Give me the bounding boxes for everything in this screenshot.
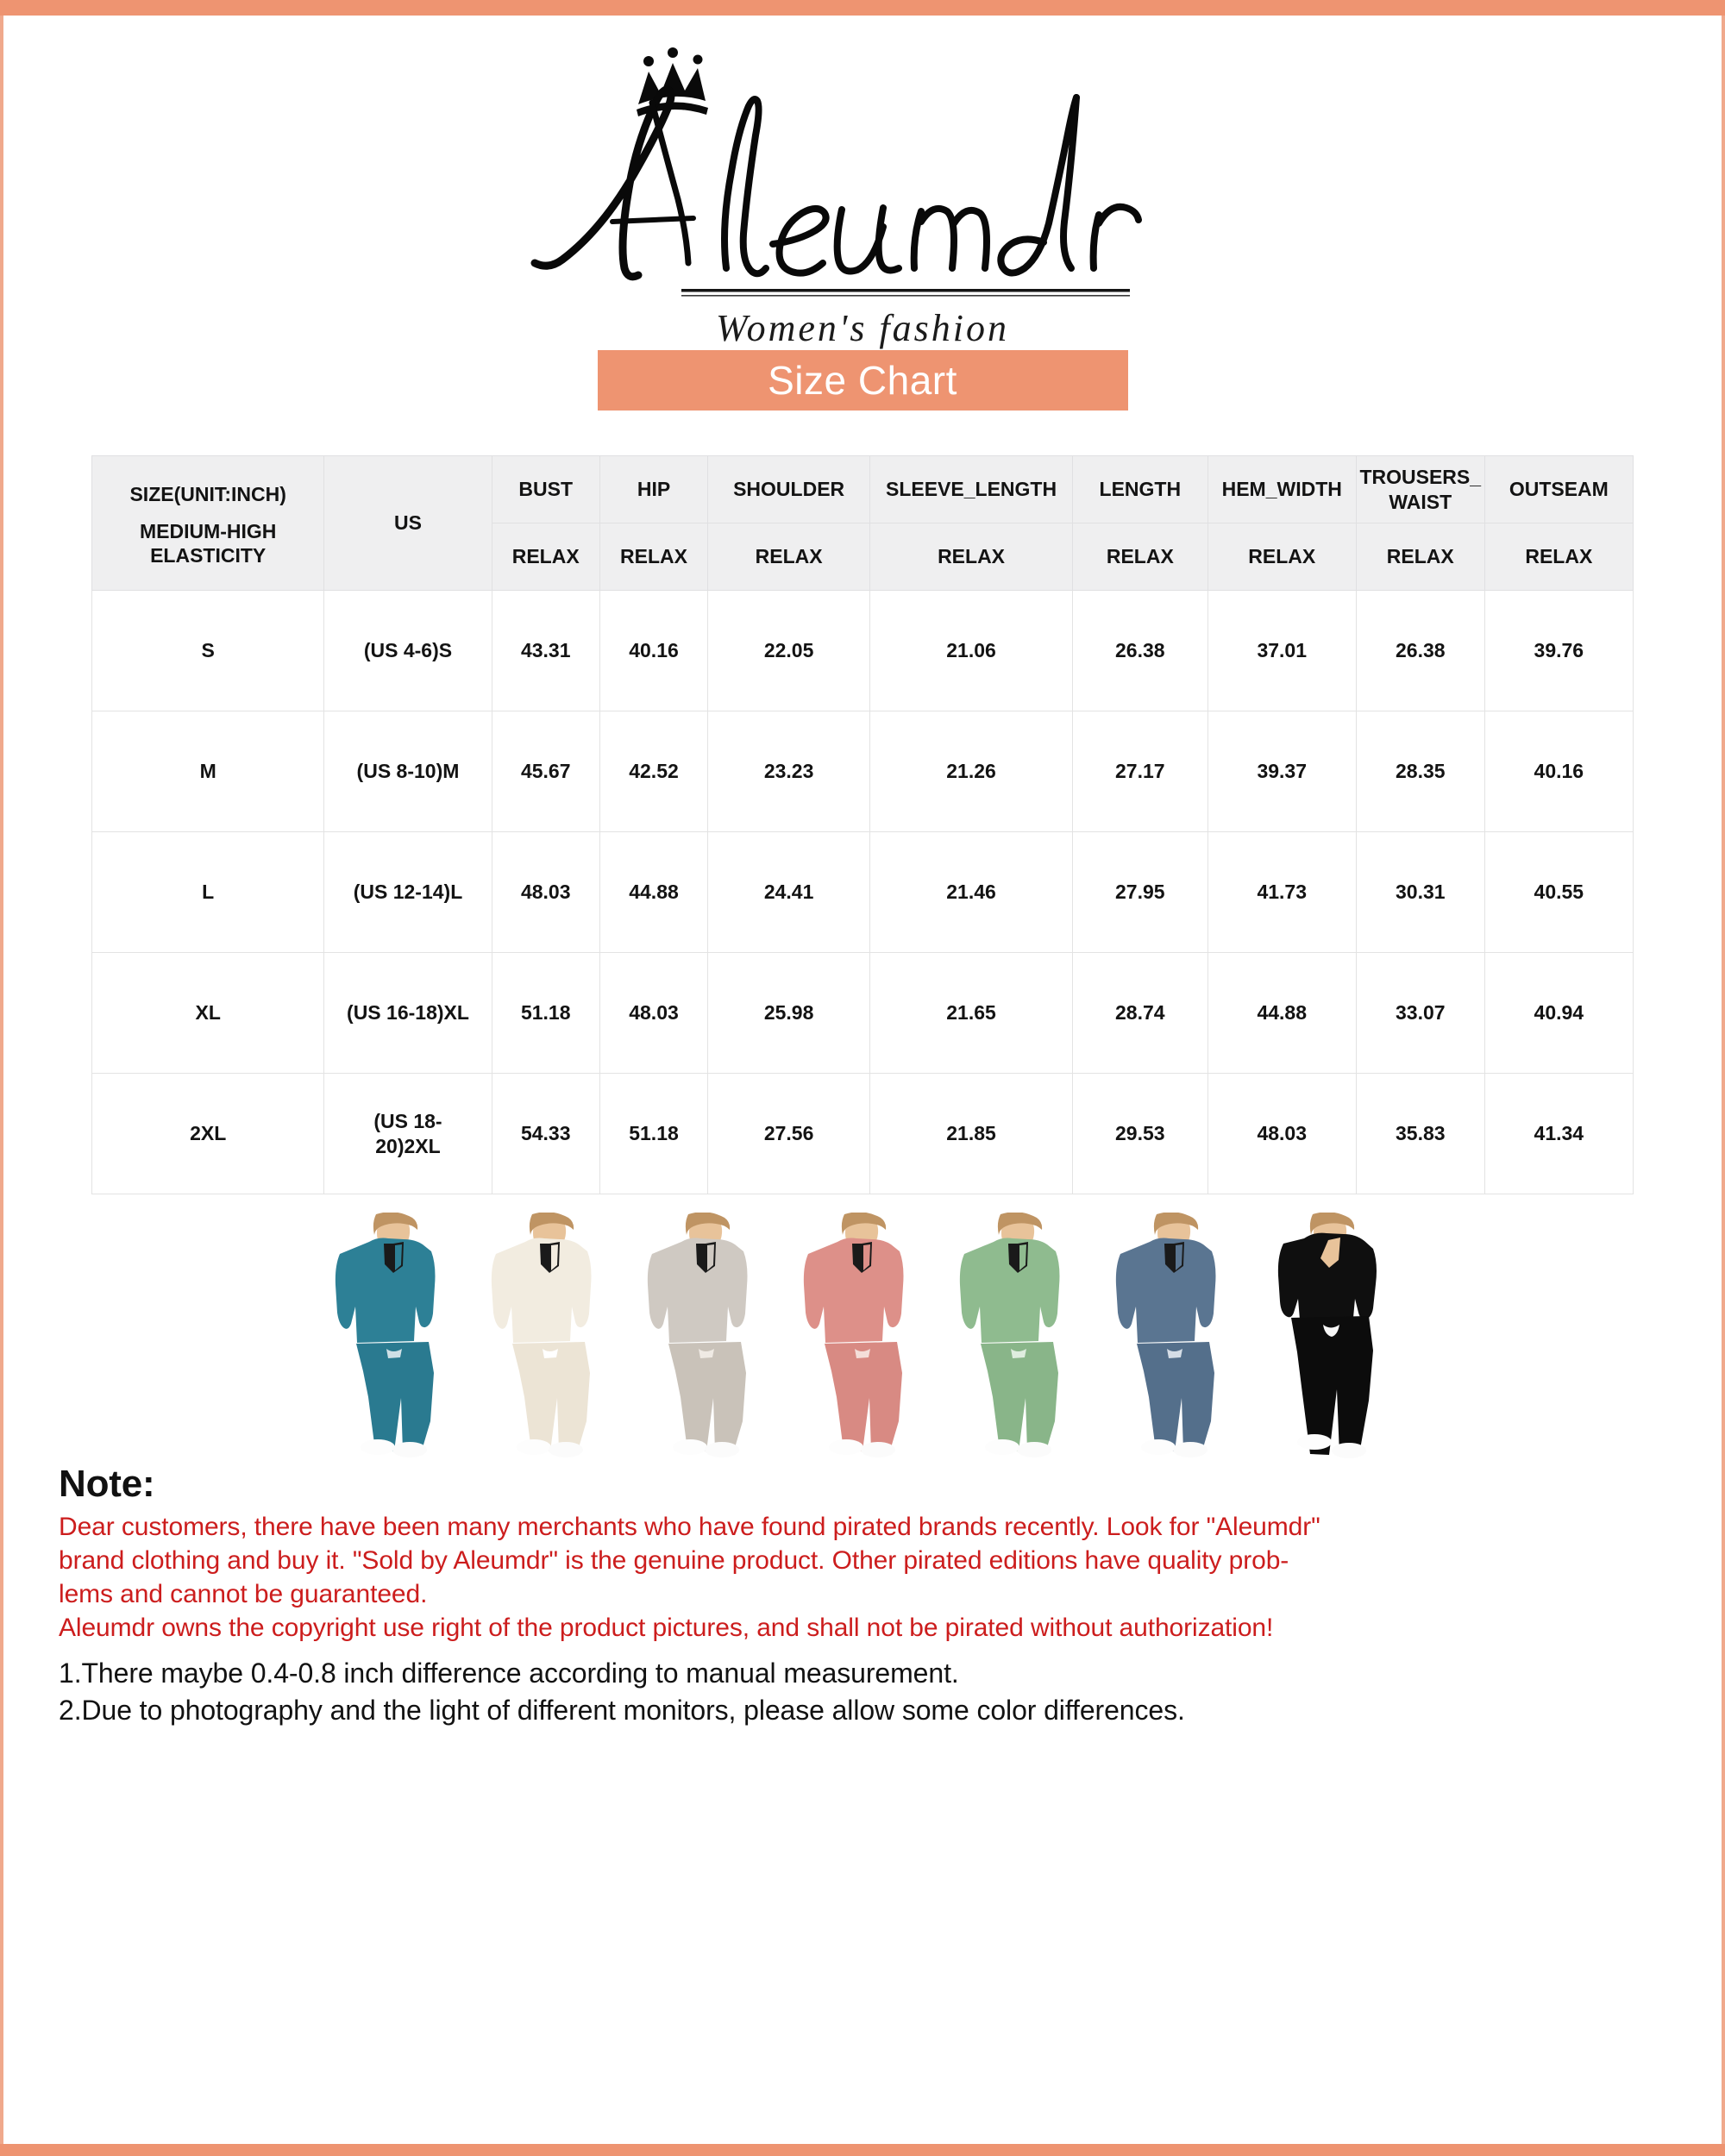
- cell-length: 27.95: [1073, 832, 1208, 953]
- cell-hip: 51.18: [599, 1074, 707, 1194]
- cell-size: XL: [92, 953, 324, 1074]
- cell-size: M: [92, 711, 324, 832]
- cell-us: [324, 1074, 492, 1194]
- cell-length: 28.74: [1073, 953, 1208, 1074]
- product-color-gallery: [7, 1208, 1718, 1458]
- model-figure: [1277, 1213, 1376, 1458]
- header-shoulder: SHOULDER: [708, 456, 870, 523]
- note-black-text: [59, 1655, 1666, 1729]
- model-figure: [1115, 1213, 1215, 1457]
- cell-sleeve-length: 21.06: [870, 591, 1073, 711]
- header-trousers-waist: [1356, 456, 1484, 523]
- cell-bust: 45.67: [492, 711, 599, 832]
- header-trousers-waist-line1: TROUSERS_: [1359, 466, 1482, 489]
- cell-hip: 48.03: [599, 953, 707, 1074]
- cell-outseam: 39.76: [1484, 591, 1633, 711]
- cell-shoulder: 22.05: [708, 591, 870, 711]
- size-chart-title: Size Chart: [768, 358, 957, 403]
- bottom-accent-band: [0, 2144, 1725, 2156]
- product-photo-teal: [319, 1213, 470, 1458]
- cell-hem-width: 41.73: [1208, 832, 1356, 953]
- header-elasticity-label: MEDIUM-HIGH ELASTICITY: [139, 520, 277, 567]
- logo-underline: [681, 289, 1130, 297]
- size-chart-page: [0, 16, 1725, 1729]
- cell-hip: 42.52: [599, 711, 707, 832]
- brand-logo: [7, 16, 1718, 369]
- model-figure: [491, 1213, 591, 1457]
- cell-length: 29.53: [1073, 1074, 1208, 1194]
- table-row: [92, 711, 1634, 832]
- table-body: [92, 591, 1634, 1194]
- note-red-text: [59, 1510, 1666, 1645]
- cell-outseam: 40.94: [1484, 953, 1633, 1074]
- cell-us: (US 4-6)S: [324, 591, 492, 711]
- header-sleeve-length: SLEEVE_LENGTH: [870, 456, 1073, 523]
- note-title: Note:: [59, 1463, 155, 1505]
- cell-outseam: 41.34: [1484, 1074, 1633, 1194]
- cell-shoulder: 25.98: [708, 953, 870, 1074]
- cell-shoulder: 24.41: [708, 832, 870, 953]
- note-section: [7, 1458, 1718, 1729]
- header-hip: HIP: [599, 456, 707, 523]
- cell-us-line2: 20)2XL: [375, 1134, 441, 1157]
- cell-bust: 43.31: [492, 591, 599, 711]
- header-us: US: [324, 456, 492, 591]
- cell-hem-width: 48.03: [1208, 1074, 1356, 1194]
- product-photo-black: [1256, 1213, 1407, 1458]
- header-size-unit: [92, 456, 324, 591]
- cell-length: 26.38: [1073, 591, 1208, 711]
- cell-trousers-waist: 35.83: [1356, 1074, 1484, 1194]
- cell-size: 2XL: [92, 1074, 324, 1194]
- note-red-line-4: Aleumdr owns the copyright use right of the product pictures, and shall not be pirated without authorization!: [59, 1614, 1274, 1643]
- header-relax-trousers-waist: RELAX: [1356, 523, 1484, 591]
- cell-sleeve-length: 21.85: [870, 1074, 1073, 1194]
- table-row: [92, 1074, 1634, 1194]
- cell-bust: 51.18: [492, 953, 599, 1074]
- header-relax-length: RELAX: [1073, 523, 1208, 591]
- brand-tagline: Women's fashion: [715, 307, 1010, 349]
- cell-us: (US 12-14)L: [324, 832, 492, 953]
- product-photo-slate-blue: [1100, 1213, 1251, 1458]
- header-relax-sleeve: RELAX: [870, 523, 1073, 591]
- model-figure: [647, 1213, 747, 1457]
- cell-shoulder: 27.56: [708, 1074, 870, 1194]
- cell-trousers-waist: 30.31: [1356, 832, 1484, 953]
- note-red-line-3: lems and cannot be guaranteed.: [59, 1580, 428, 1609]
- note-red-line-2: brand clothing and buy it. "Sold by Aleumdr" is the genuine product. Other pirated editions have quality prob-: [59, 1546, 1289, 1576]
- product-photo-sage-green: [944, 1213, 1095, 1458]
- size-chart-table: [91, 455, 1634, 1194]
- top-accent-band: [0, 0, 1725, 16]
- header-relax-hip: RELAX: [599, 523, 707, 591]
- product-photo-khaki: [631, 1213, 782, 1458]
- model-figure: [959, 1213, 1059, 1457]
- header-size-unit-label: SIZE(UNIT:INCH): [129, 482, 286, 505]
- cell-shoulder: 23.23: [708, 711, 870, 832]
- table-header: [92, 456, 1634, 591]
- cell-hem-width: 39.37: [1208, 711, 1356, 832]
- cell-bust: 54.33: [492, 1074, 599, 1194]
- cell-us-line1: (US 18-: [373, 1110, 442, 1133]
- cell-trousers-waist: 33.07: [1356, 953, 1484, 1074]
- table-row: [92, 832, 1634, 953]
- header-relax-hem: RELAX: [1208, 523, 1356, 591]
- model-figure: [803, 1213, 903, 1457]
- cell-trousers-waist: 28.35: [1356, 711, 1484, 832]
- table-row: [92, 591, 1634, 711]
- cell-us: (US 16-18)XL: [324, 953, 492, 1074]
- cell-us: (US 8-10)M: [324, 711, 492, 832]
- cell-hip: 40.16: [599, 591, 707, 711]
- cell-length: 27.17: [1073, 711, 1208, 832]
- cell-size: S: [92, 591, 324, 711]
- cell-sleeve-length: 21.46: [870, 832, 1073, 953]
- header-relax-bust: RELAX: [492, 523, 599, 591]
- product-photo-pink: [787, 1213, 938, 1458]
- note-red-line-1: Dear customers, there have been many merchants who have found pirated brands recently. Look for "Aleumdr": [59, 1513, 1320, 1542]
- header-relax-shoulder: RELAX: [708, 523, 870, 591]
- header-relax-outseam: RELAX: [1484, 523, 1633, 591]
- cell-hem-width: 44.88: [1208, 953, 1356, 1074]
- cell-sleeve-length: 21.26: [870, 711, 1073, 832]
- header-length: LENGTH: [1073, 456, 1208, 523]
- cell-bust: 48.03: [492, 832, 599, 953]
- cell-size: L: [92, 832, 324, 953]
- model-figure: [335, 1213, 435, 1457]
- product-photo-cream: [475, 1213, 626, 1458]
- cell-sleeve-length: 21.65: [870, 953, 1073, 1074]
- header-outseam: OUTSEAM: [1484, 456, 1633, 523]
- cell-outseam: 40.55: [1484, 832, 1633, 953]
- header-hem-width: HEM_WIDTH: [1208, 456, 1356, 523]
- cell-trousers-waist: 26.38: [1356, 591, 1484, 711]
- size-chart-banner: [598, 350, 1128, 411]
- table-row: [92, 953, 1634, 1074]
- note-black-line-1: 1.There maybe 0.4-0.8 inch difference according to manual measurement.: [59, 1658, 959, 1689]
- note-black-line-2: 2.Due to photography and the light of different monitors, please allow some color differences.: [59, 1695, 1185, 1727]
- cell-hip: 44.88: [599, 832, 707, 953]
- cell-hem-width: 37.01: [1208, 591, 1356, 711]
- header-bust: BUST: [492, 456, 599, 523]
- cell-outseam: 40.16: [1484, 711, 1633, 832]
- header-trousers-waist-line2: WAIST: [1389, 490, 1452, 513]
